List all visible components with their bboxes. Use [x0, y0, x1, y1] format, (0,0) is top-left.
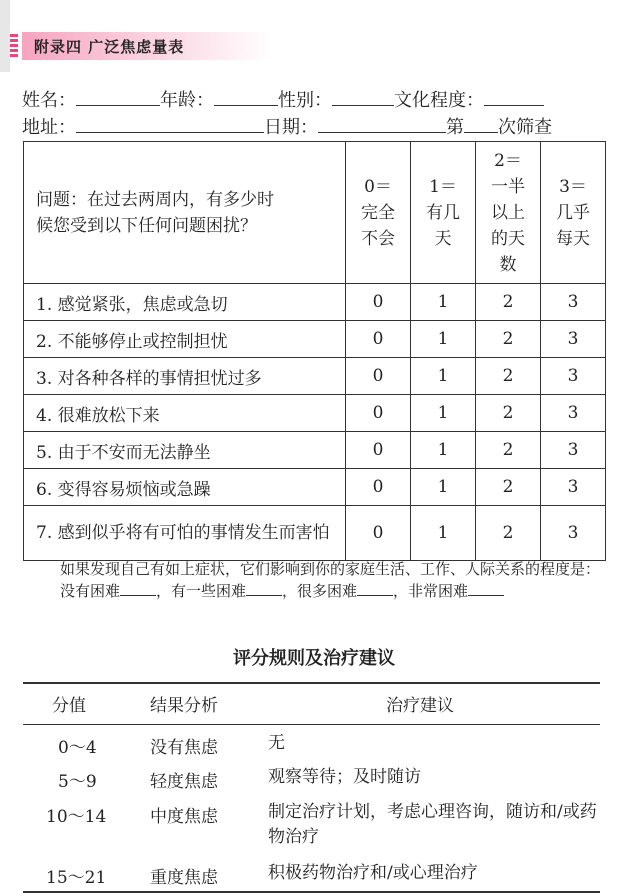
score-1[interactable]: 1	[411, 358, 476, 395]
score-2[interactable]: 2	[476, 395, 541, 432]
scoring-row-result: 中度焦虑	[150, 807, 218, 827]
name-label: 姓名：	[22, 90, 76, 111]
table-row	[24, 506, 606, 561]
table-row	[24, 321, 606, 358]
score-1[interactable]: 1	[411, 432, 476, 469]
col2-line2: 一半	[491, 176, 525, 197]
option-no-difficulty: 没有困难	[60, 582, 121, 600]
table-header-row	[24, 142, 606, 284]
col3-line3: 每天	[556, 228, 590, 249]
col1-line1: 1＝	[429, 176, 457, 197]
score-2[interactable]: 2	[476, 284, 541, 321]
question-header: 问题：在过去两周内，有多少时候您受到以下任何问题困扰？	[24, 142, 346, 284]
anxiety-scale-table	[23, 141, 606, 561]
column-header-3	[541, 142, 606, 284]
scoring-row-advice: 制定治疗计划，考虑心理咨询，随访和/或药物治疗	[268, 802, 597, 847]
scoring-header-score: 分值	[52, 696, 86, 716]
score-2[interactable]: 2	[476, 321, 541, 358]
scoring-header-result: 结果分析	[150, 696, 218, 716]
option-some-difficulty: ，有一些困难	[156, 582, 247, 600]
address-label: 地址：	[22, 117, 76, 138]
col2-line5: 数	[499, 254, 517, 275]
impact-note	[22, 558, 602, 602]
score-3[interactable]: 3	[541, 321, 606, 358]
screen-prefix: 第	[446, 117, 464, 138]
gender-label: 性别：	[278, 90, 332, 111]
col3-line2: 几乎	[556, 202, 590, 223]
table-row	[24, 284, 606, 321]
title-banner	[22, 32, 272, 60]
scoring-header-advice: 治疗建议	[386, 696, 454, 716]
scoring-row-advice: 无	[268, 733, 285, 753]
scoring-row-result: 没有焦虑	[150, 738, 218, 758]
score-3[interactable]: 3	[541, 432, 606, 469]
scoring-row-score: 5～9	[58, 772, 97, 792]
date-field[interactable]	[318, 114, 446, 133]
question-text: 5. 由于不安而无法静坐	[24, 432, 346, 469]
score-2[interactable]: 2	[476, 469, 541, 506]
scoring-row-result: 重度焦虑	[150, 868, 218, 888]
table-row	[24, 358, 606, 395]
info-line-2	[22, 113, 552, 139]
education-field[interactable]	[484, 87, 544, 106]
impact-question: 如果发现自己有如上症状，它们影响到你的家庭生活、工作、人际关系的程度是：	[60, 560, 601, 578]
question-text: 2. 不能够停止或控制担忧	[24, 321, 346, 358]
score-0[interactable]: 0	[346, 469, 411, 506]
age-label: 年龄：	[160, 90, 214, 111]
col3-line1: 3＝	[559, 176, 587, 197]
score-3[interactable]: 3	[541, 506, 606, 561]
score-0[interactable]: 0	[346, 358, 411, 395]
question-text: 7. 感到似乎将有可怕的事情发生而害怕	[24, 506, 346, 561]
score-3[interactable]: 3	[541, 284, 606, 321]
address-field[interactable]	[76, 114, 264, 133]
date-label: 日期：	[264, 117, 318, 138]
scoring-row-score: 10～14	[46, 807, 107, 827]
screen-suffix: 次筛查	[498, 117, 552, 138]
page-title: 附录四 广泛焦虑量表	[34, 38, 185, 56]
question-text: 3. 对各种各样的事情担忧过多	[24, 358, 346, 395]
score-3[interactable]: 3	[541, 469, 606, 506]
scoring-row-score: 0～4	[58, 738, 97, 758]
info-line-1	[22, 86, 544, 112]
column-header-2	[476, 142, 541, 284]
score-0[interactable]: 0	[346, 432, 411, 469]
score-2[interactable]: 2	[476, 506, 541, 561]
header-stripes	[10, 34, 18, 58]
impact-options	[22, 580, 602, 602]
score-1[interactable]: 1	[411, 395, 476, 432]
score-3[interactable]: 3	[541, 358, 606, 395]
option-extreme-difficulty-blank[interactable]	[468, 581, 504, 596]
option-much-difficulty-blank[interactable]	[357, 581, 393, 596]
score-3[interactable]: 3	[541, 395, 606, 432]
gender-field[interactable]	[332, 87, 394, 106]
col2-line4: 的天	[491, 228, 525, 249]
score-1[interactable]: 1	[411, 469, 476, 506]
score-0[interactable]: 0	[346, 284, 411, 321]
col0-line1: 0＝	[364, 176, 392, 197]
scoring-row-advice: 观察等待；及时随访	[268, 767, 421, 787]
col2-line1: 2＝	[494, 150, 522, 171]
col1-line2: 有几	[426, 202, 460, 223]
option-some-difficulty-blank[interactable]	[246, 581, 282, 596]
score-2[interactable]: 2	[476, 358, 541, 395]
question-text: 6. 变得容易烦恼或急躁	[24, 469, 346, 506]
scoring-row-score: 15～21	[46, 868, 107, 888]
option-no-difficulty-blank[interactable]	[120, 581, 156, 596]
score-1[interactable]: 1	[411, 284, 476, 321]
scoring-row-advice: 积极药物治疗和/或心理治疗	[268, 863, 478, 883]
scoring-top-rule	[23, 682, 600, 684]
name-field[interactable]	[76, 87, 160, 106]
col2-line3: 以上	[491, 202, 525, 223]
option-much-difficulty: ，很多困难	[282, 582, 358, 600]
score-1[interactable]: 1	[411, 321, 476, 358]
column-header-1	[411, 142, 476, 284]
option-extreme-difficulty: ，非常困难	[393, 582, 469, 600]
scoring-bottom-rule	[23, 891, 600, 893]
score-0[interactable]: 0	[346, 321, 411, 358]
score-1[interactable]: 1	[411, 506, 476, 561]
col1-line3: 天	[434, 228, 452, 249]
col0-line2: 完全	[361, 202, 395, 223]
table-row	[24, 469, 606, 506]
education-label: 文化程度：	[394, 90, 484, 111]
table-row	[24, 432, 606, 469]
table-row	[24, 395, 606, 432]
scoring-title: 评分规则及治疗建议	[233, 648, 395, 669]
question-text: 1. 感觉紧张，焦虑或急切	[24, 284, 346, 321]
score-0[interactable]: 0	[346, 506, 411, 561]
age-field[interactable]	[214, 87, 278, 106]
score-2[interactable]: 2	[476, 432, 541, 469]
score-0[interactable]: 0	[346, 395, 411, 432]
screen-count-field[interactable]	[464, 114, 498, 133]
scoring-row-result: 轻度焦虑	[150, 772, 218, 792]
question-text: 4. 很难放松下来	[24, 395, 346, 432]
col0-line3: 不会	[361, 228, 395, 249]
scoring-header-rule	[23, 724, 600, 725]
column-header-0	[346, 142, 411, 284]
